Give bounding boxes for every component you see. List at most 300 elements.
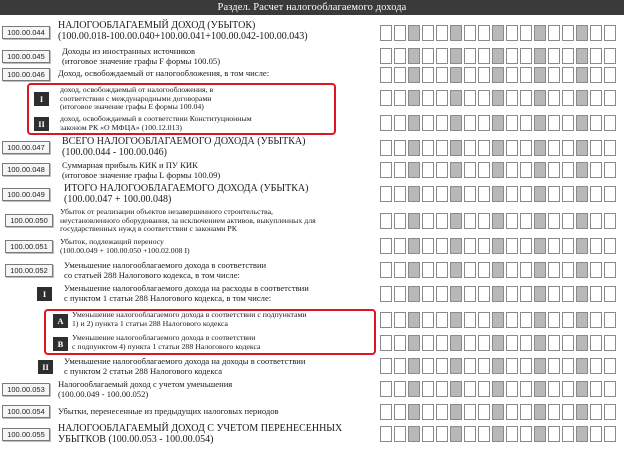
digit-cell[interactable]: [450, 262, 462, 278]
digit-cell[interactable]: [394, 426, 406, 442]
digit-cell[interactable]: [478, 404, 490, 420]
digit-cell[interactable]: [436, 48, 448, 64]
digit-cell[interactable]: [562, 286, 574, 302]
digit-cell[interactable]: [380, 286, 392, 302]
digit-cell[interactable]: [408, 286, 420, 302]
digit-cell[interactable]: [422, 90, 434, 106]
digit-cell[interactable]: [464, 140, 476, 156]
digit-cell[interactable]: [450, 286, 462, 302]
digit-cell[interactable]: [604, 115, 616, 131]
digit-cell[interactable]: [450, 140, 462, 156]
amount-cells[interactable]: [380, 286, 624, 302]
digit-cell[interactable]: [520, 67, 532, 83]
digit-cell[interactable]: [436, 262, 448, 278]
digit-cell[interactable]: [422, 25, 434, 41]
digit-cell[interactable]: [478, 67, 490, 83]
amount-cells[interactable]: [380, 358, 624, 374]
digit-cell[interactable]: [492, 286, 504, 302]
digit-cell[interactable]: [548, 115, 560, 131]
digit-cell[interactable]: [478, 186, 490, 202]
digit-cell[interactable]: [604, 426, 616, 442]
digit-cell[interactable]: [464, 404, 476, 420]
digit-cell[interactable]: [506, 358, 518, 374]
digit-cell[interactable]: [422, 381, 434, 397]
digit-cell[interactable]: [520, 312, 532, 328]
digit-cell[interactable]: [604, 25, 616, 41]
digit-cell[interactable]: [590, 162, 602, 178]
digit-cell[interactable]: [576, 213, 588, 229]
amount-cells[interactable]: [380, 213, 624, 229]
digit-cell[interactable]: [576, 381, 588, 397]
digit-cell[interactable]: [422, 48, 434, 64]
digit-cell[interactable]: [590, 238, 602, 254]
digit-cell[interactable]: [450, 312, 462, 328]
digit-cell[interactable]: [464, 186, 476, 202]
digit-cell[interactable]: [464, 238, 476, 254]
digit-cell[interactable]: [604, 90, 616, 106]
digit-cell[interactable]: [436, 286, 448, 302]
digit-cell[interactable]: [492, 186, 504, 202]
digit-cell[interactable]: [408, 404, 420, 420]
digit-cell[interactable]: [492, 213, 504, 229]
digit-cell[interactable]: [492, 162, 504, 178]
amount-cells[interactable]: [380, 115, 624, 131]
digit-cell[interactable]: [506, 381, 518, 397]
digit-cell[interactable]: [576, 186, 588, 202]
digit-cell[interactable]: [576, 25, 588, 41]
digit-cell[interactable]: [562, 48, 574, 64]
digit-cell[interactable]: [520, 426, 532, 442]
digit-cell[interactable]: [436, 335, 448, 351]
digit-cell[interactable]: [422, 426, 434, 442]
digit-cell[interactable]: [408, 67, 420, 83]
digit-cell[interactable]: [562, 186, 574, 202]
digit-cell[interactable]: [492, 262, 504, 278]
digit-cell[interactable]: [478, 162, 490, 178]
digit-cell[interactable]: [590, 358, 602, 374]
digit-cell[interactable]: [478, 286, 490, 302]
digit-cell[interactable]: [590, 25, 602, 41]
digit-cell[interactable]: [436, 358, 448, 374]
digit-cell[interactable]: [520, 140, 532, 156]
digit-cell[interactable]: [394, 90, 406, 106]
digit-cell[interactable]: [534, 404, 546, 420]
digit-cell[interactable]: [464, 213, 476, 229]
digit-cell[interactable]: [534, 286, 546, 302]
digit-cell[interactable]: [562, 213, 574, 229]
digit-cell[interactable]: [380, 90, 392, 106]
digit-cell[interactable]: [450, 358, 462, 374]
digit-cell[interactable]: [492, 115, 504, 131]
digit-cell[interactable]: [576, 286, 588, 302]
digit-cell[interactable]: [506, 67, 518, 83]
digit-cell[interactable]: [534, 262, 546, 278]
digit-cell[interactable]: [506, 140, 518, 156]
digit-cell[interactable]: [604, 286, 616, 302]
digit-cell[interactable]: [408, 335, 420, 351]
digit-cell[interactable]: [394, 25, 406, 41]
digit-cell[interactable]: [380, 358, 392, 374]
digit-cell[interactable]: [450, 381, 462, 397]
digit-cell[interactable]: [548, 286, 560, 302]
digit-cell[interactable]: [422, 312, 434, 328]
digit-cell[interactable]: [548, 404, 560, 420]
digit-cell[interactable]: [590, 115, 602, 131]
digit-cell[interactable]: [492, 426, 504, 442]
amount-cells[interactable]: [380, 162, 624, 178]
digit-cell[interactable]: [548, 213, 560, 229]
digit-cell[interactable]: [562, 426, 574, 442]
digit-cell[interactable]: [436, 140, 448, 156]
digit-cell[interactable]: [506, 262, 518, 278]
digit-cell[interactable]: [450, 238, 462, 254]
digit-cell[interactable]: [464, 381, 476, 397]
digit-cell[interactable]: [548, 25, 560, 41]
digit-cell[interactable]: [394, 335, 406, 351]
digit-cell[interactable]: [548, 238, 560, 254]
digit-cell[interactable]: [506, 162, 518, 178]
digit-cell[interactable]: [380, 48, 392, 64]
digit-cell[interactable]: [436, 25, 448, 41]
digit-cell[interactable]: [450, 426, 462, 442]
digit-cell[interactable]: [380, 162, 392, 178]
digit-cell[interactable]: [506, 25, 518, 41]
digit-cell[interactable]: [380, 25, 392, 41]
digit-cell[interactable]: [590, 381, 602, 397]
digit-cell[interactable]: [478, 381, 490, 397]
digit-cell[interactable]: [576, 162, 588, 178]
digit-cell[interactable]: [604, 162, 616, 178]
digit-cell[interactable]: [394, 381, 406, 397]
digit-cell[interactable]: [520, 90, 532, 106]
digit-cell[interactable]: [590, 404, 602, 420]
digit-cell[interactable]: [576, 335, 588, 351]
digit-cell[interactable]: [520, 162, 532, 178]
digit-cell[interactable]: [394, 48, 406, 64]
digit-cell[interactable]: [534, 335, 546, 351]
amount-cells[interactable]: [380, 262, 624, 278]
digit-cell[interactable]: [506, 312, 518, 328]
digit-cell[interactable]: [506, 335, 518, 351]
digit-cell[interactable]: [478, 358, 490, 374]
digit-cell[interactable]: [380, 140, 392, 156]
digit-cell[interactable]: [562, 140, 574, 156]
digit-cell[interactable]: [520, 404, 532, 420]
digit-cell[interactable]: [422, 238, 434, 254]
digit-cell[interactable]: [422, 140, 434, 156]
digit-cell[interactable]: [548, 381, 560, 397]
digit-cell[interactable]: [436, 213, 448, 229]
digit-cell[interactable]: [548, 262, 560, 278]
digit-cell[interactable]: [506, 115, 518, 131]
digit-cell[interactable]: [464, 262, 476, 278]
digit-cell[interactable]: [604, 238, 616, 254]
digit-cell[interactable]: [604, 262, 616, 278]
digit-cell[interactable]: [534, 48, 546, 64]
digit-cell[interactable]: [422, 262, 434, 278]
digit-cell[interactable]: [576, 312, 588, 328]
digit-cell[interactable]: [408, 358, 420, 374]
digit-cell[interactable]: [380, 238, 392, 254]
digit-cell[interactable]: [492, 67, 504, 83]
digit-cell[interactable]: [408, 238, 420, 254]
digit-cell[interactable]: [478, 115, 490, 131]
digit-cell[interactable]: [604, 140, 616, 156]
digit-cell[interactable]: [422, 186, 434, 202]
digit-cell[interactable]: [436, 90, 448, 106]
digit-cell[interactable]: [422, 213, 434, 229]
digit-cell[interactable]: [436, 67, 448, 83]
digit-cell[interactable]: [394, 67, 406, 83]
digit-cell[interactable]: [590, 335, 602, 351]
digit-cell[interactable]: [562, 404, 574, 420]
digit-cell[interactable]: [548, 90, 560, 106]
digit-cell[interactable]: [436, 162, 448, 178]
digit-cell[interactable]: [576, 262, 588, 278]
digit-cell[interactable]: [450, 162, 462, 178]
digit-cell[interactable]: [394, 286, 406, 302]
digit-cell[interactable]: [408, 312, 420, 328]
digit-cell[interactable]: [576, 115, 588, 131]
digit-cell[interactable]: [450, 67, 462, 83]
digit-cell[interactable]: [562, 90, 574, 106]
digit-cell[interactable]: [548, 426, 560, 442]
digit-cell[interactable]: [492, 312, 504, 328]
digit-cell[interactable]: [380, 404, 392, 420]
digit-cell[interactable]: [576, 426, 588, 442]
digit-cell[interactable]: [450, 335, 462, 351]
digit-cell[interactable]: [394, 213, 406, 229]
digit-cell[interactable]: [380, 312, 392, 328]
digit-cell[interactable]: [590, 140, 602, 156]
digit-cell[interactable]: [562, 115, 574, 131]
digit-cell[interactable]: [464, 25, 476, 41]
amount-cells[interactable]: [380, 312, 624, 328]
digit-cell[interactable]: [604, 48, 616, 64]
digit-cell[interactable]: [604, 358, 616, 374]
digit-cell[interactable]: [576, 48, 588, 64]
digit-cell[interactable]: [478, 312, 490, 328]
digit-cell[interactable]: [408, 426, 420, 442]
digit-cell[interactable]: [478, 48, 490, 64]
digit-cell[interactable]: [492, 358, 504, 374]
digit-cell[interactable]: [506, 186, 518, 202]
digit-cell[interactable]: [590, 48, 602, 64]
amount-cells[interactable]: [380, 404, 624, 420]
digit-cell[interactable]: [548, 186, 560, 202]
digit-cell[interactable]: [436, 381, 448, 397]
digit-cell[interactable]: [590, 312, 602, 328]
digit-cell[interactable]: [422, 335, 434, 351]
digit-cell[interactable]: [464, 162, 476, 178]
digit-cell[interactable]: [380, 262, 392, 278]
digit-cell[interactable]: [478, 426, 490, 442]
digit-cell[interactable]: [548, 48, 560, 64]
digit-cell[interactable]: [534, 186, 546, 202]
digit-cell[interactable]: [548, 67, 560, 83]
digit-cell[interactable]: [408, 381, 420, 397]
digit-cell[interactable]: [380, 67, 392, 83]
amount-cells[interactable]: [380, 67, 624, 83]
digit-cell[interactable]: [590, 67, 602, 83]
digit-cell[interactable]: [436, 426, 448, 442]
digit-cell[interactable]: [394, 238, 406, 254]
digit-cell[interactable]: [422, 404, 434, 420]
digit-cell[interactable]: [394, 140, 406, 156]
digit-cell[interactable]: [576, 90, 588, 106]
digit-cell[interactable]: [604, 186, 616, 202]
digit-cell[interactable]: [506, 238, 518, 254]
digit-cell[interactable]: [408, 213, 420, 229]
digit-cell[interactable]: [562, 67, 574, 83]
digit-cell[interactable]: [464, 90, 476, 106]
digit-cell[interactable]: [534, 162, 546, 178]
digit-cell[interactable]: [604, 335, 616, 351]
digit-cell[interactable]: [492, 335, 504, 351]
digit-cell[interactable]: [604, 404, 616, 420]
digit-cell[interactable]: [534, 358, 546, 374]
digit-cell[interactable]: [590, 90, 602, 106]
digit-cell[interactable]: [576, 238, 588, 254]
digit-cell[interactable]: [548, 312, 560, 328]
digit-cell[interactable]: [450, 186, 462, 202]
digit-cell[interactable]: [562, 312, 574, 328]
digit-cell[interactable]: [380, 213, 392, 229]
digit-cell[interactable]: [436, 115, 448, 131]
digit-cell[interactable]: [534, 426, 546, 442]
digit-cell[interactable]: [408, 90, 420, 106]
digit-cell[interactable]: [576, 404, 588, 420]
digit-cell[interactable]: [380, 335, 392, 351]
digit-cell[interactable]: [394, 186, 406, 202]
digit-cell[interactable]: [478, 335, 490, 351]
digit-cell[interactable]: [478, 262, 490, 278]
digit-cell[interactable]: [548, 140, 560, 156]
digit-cell[interactable]: [464, 67, 476, 83]
digit-cell[interactable]: [534, 381, 546, 397]
digit-cell[interactable]: [520, 238, 532, 254]
digit-cell[interactable]: [408, 140, 420, 156]
digit-cell[interactable]: [534, 213, 546, 229]
digit-cell[interactable]: [590, 262, 602, 278]
amount-cells[interactable]: [380, 335, 624, 351]
digit-cell[interactable]: [576, 358, 588, 374]
digit-cell[interactable]: [478, 238, 490, 254]
digit-cell[interactable]: [562, 381, 574, 397]
amount-cells[interactable]: [380, 140, 624, 156]
digit-cell[interactable]: [604, 213, 616, 229]
digit-cell[interactable]: [534, 238, 546, 254]
digit-cell[interactable]: [520, 25, 532, 41]
amount-cells[interactable]: [380, 25, 624, 41]
digit-cell[interactable]: [436, 238, 448, 254]
digit-cell[interactable]: [422, 286, 434, 302]
digit-cell[interactable]: [394, 358, 406, 374]
digit-cell[interactable]: [422, 162, 434, 178]
digit-cell[interactable]: [408, 25, 420, 41]
digit-cell[interactable]: [408, 162, 420, 178]
digit-cell[interactable]: [506, 426, 518, 442]
amount-cells[interactable]: [380, 90, 624, 106]
digit-cell[interactable]: [436, 312, 448, 328]
digit-cell[interactable]: [436, 186, 448, 202]
digit-cell[interactable]: [576, 140, 588, 156]
digit-cell[interactable]: [478, 25, 490, 41]
digit-cell[interactable]: [590, 426, 602, 442]
digit-cell[interactable]: [422, 358, 434, 374]
digit-cell[interactable]: [520, 262, 532, 278]
digit-cell[interactable]: [604, 67, 616, 83]
digit-cell[interactable]: [506, 404, 518, 420]
digit-cell[interactable]: [478, 90, 490, 106]
digit-cell[interactable]: [492, 25, 504, 41]
digit-cell[interactable]: [408, 48, 420, 64]
digit-cell[interactable]: [520, 358, 532, 374]
digit-cell[interactable]: [450, 404, 462, 420]
digit-cell[interactable]: [464, 48, 476, 64]
digit-cell[interactable]: [562, 238, 574, 254]
digit-cell[interactable]: [520, 48, 532, 64]
digit-cell[interactable]: [394, 262, 406, 278]
digit-cell[interactable]: [562, 162, 574, 178]
digit-cell[interactable]: [464, 335, 476, 351]
digit-cell[interactable]: [478, 213, 490, 229]
digit-cell[interactable]: [394, 162, 406, 178]
digit-cell[interactable]: [562, 358, 574, 374]
digit-cell[interactable]: [576, 67, 588, 83]
digit-cell[interactable]: [562, 262, 574, 278]
digit-cell[interactable]: [394, 115, 406, 131]
digit-cell[interactable]: [590, 286, 602, 302]
digit-cell[interactable]: [534, 67, 546, 83]
digit-cell[interactable]: [450, 48, 462, 64]
digit-cell[interactable]: [506, 90, 518, 106]
amount-cells[interactable]: [380, 48, 624, 64]
amount-cells[interactable]: [380, 381, 624, 397]
digit-cell[interactable]: [506, 213, 518, 229]
digit-cell[interactable]: [436, 404, 448, 420]
digit-cell[interactable]: [534, 140, 546, 156]
digit-cell[interactable]: [464, 286, 476, 302]
digit-cell[interactable]: [548, 162, 560, 178]
digit-cell[interactable]: [520, 381, 532, 397]
digit-cell[interactable]: [506, 48, 518, 64]
digit-cell[interactable]: [604, 312, 616, 328]
digit-cell[interactable]: [492, 90, 504, 106]
digit-cell[interactable]: [380, 381, 392, 397]
digit-cell[interactable]: [534, 90, 546, 106]
amount-cells[interactable]: [380, 426, 624, 442]
digit-cell[interactable]: [450, 25, 462, 41]
digit-cell[interactable]: [506, 286, 518, 302]
digit-cell[interactable]: [422, 67, 434, 83]
digit-cell[interactable]: [604, 381, 616, 397]
digit-cell[interactable]: [492, 48, 504, 64]
digit-cell[interactable]: [520, 213, 532, 229]
digit-cell[interactable]: [590, 186, 602, 202]
digit-cell[interactable]: [492, 404, 504, 420]
digit-cell[interactable]: [394, 404, 406, 420]
digit-cell[interactable]: [520, 115, 532, 131]
digit-cell[interactable]: [548, 358, 560, 374]
digit-cell[interactable]: [464, 312, 476, 328]
digit-cell[interactable]: [408, 115, 420, 131]
digit-cell[interactable]: [492, 238, 504, 254]
digit-cell[interactable]: [464, 115, 476, 131]
digit-cell[interactable]: [450, 213, 462, 229]
digit-cell[interactable]: [450, 90, 462, 106]
amount-cells[interactable]: [380, 186, 624, 202]
